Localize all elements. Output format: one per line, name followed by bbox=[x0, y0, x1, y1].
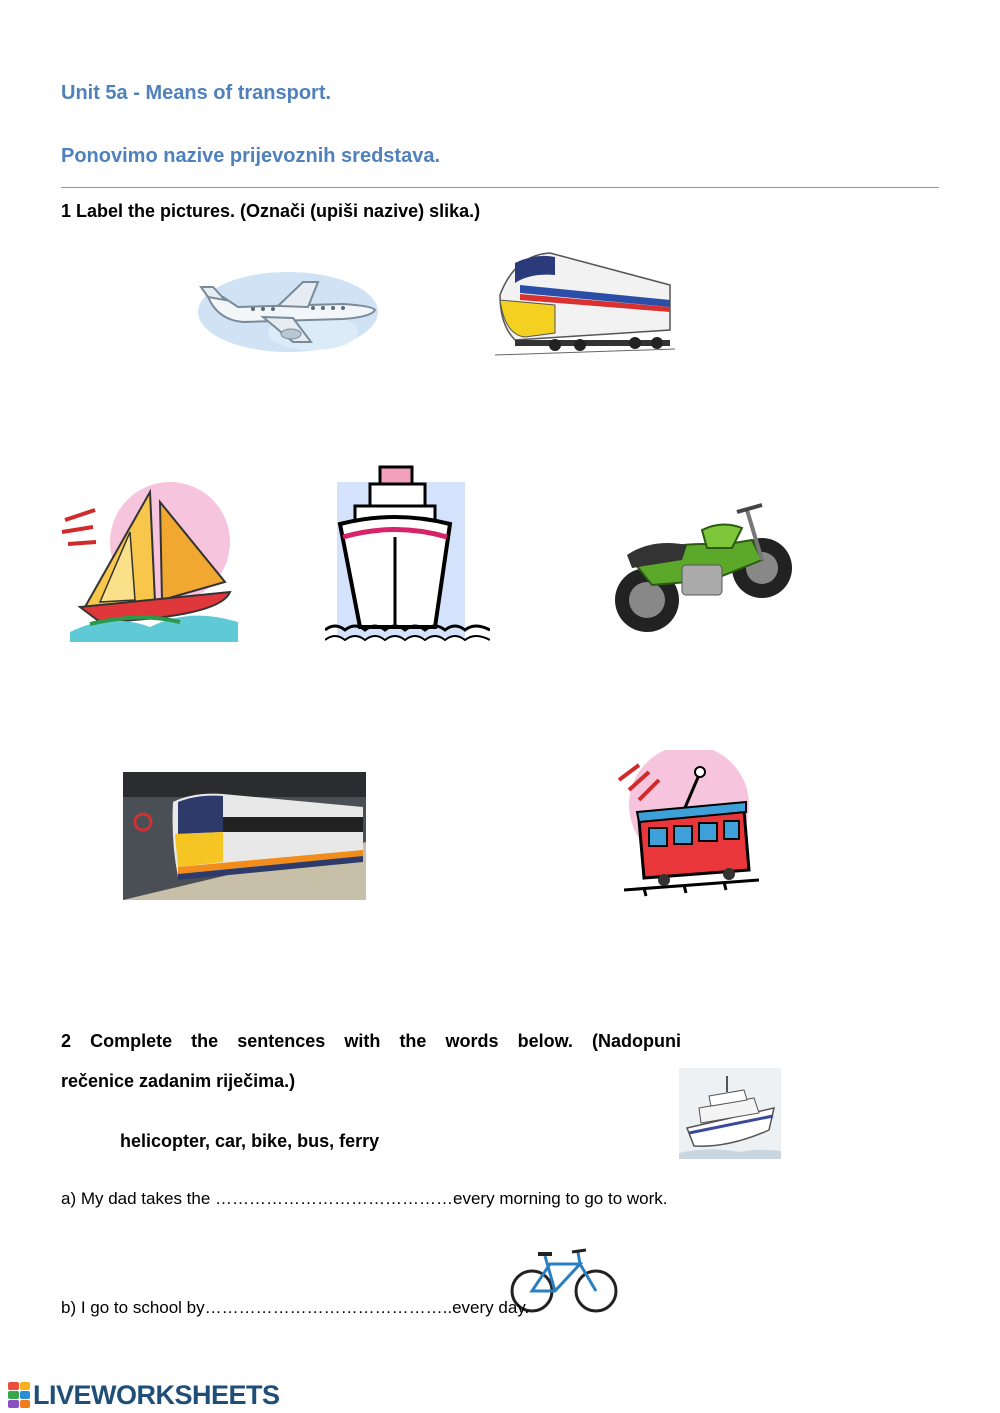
exercise1-instruction: 1 Label the pictures. (Označi (upiši nazive) slika.) bbox=[61, 201, 481, 221]
word-bank: helicopter, car, bike, bus, ferry bbox=[120, 1131, 380, 1151]
logo-mark-icon bbox=[8, 1382, 30, 1408]
ship-icon bbox=[325, 462, 490, 642]
airplane-icon bbox=[193, 262, 383, 357]
exercise2-instruction-line2: rečenice zadanim riječima.) bbox=[61, 1071, 296, 1091]
exercise2-instruction-line1: 2 Complete the sentences with the words below. (Nadopuni bbox=[61, 1031, 681, 1051]
tram-icon bbox=[604, 750, 759, 900]
sentence-b: b) I go to school by……………………………………..every day. bbox=[61, 1298, 530, 1317]
high-speed-train-icon bbox=[495, 245, 675, 360]
motorbike-icon bbox=[612, 500, 797, 640]
page-title: Unit 5a - Means of transport. bbox=[61, 82, 332, 104]
sailboat-icon bbox=[60, 482, 240, 642]
liveworksheets-logo[interactable] bbox=[8, 1380, 280, 1410]
commuter-train-icon bbox=[123, 772, 366, 900]
sentence-a: a) My dad takes the ……………………………………every morning to go to work. bbox=[61, 1189, 668, 1208]
divider bbox=[61, 187, 939, 188]
ferry-icon bbox=[679, 1068, 781, 1159]
page-subtitle: Ponovimo nazive prijevoznih sredstava. bbox=[61, 145, 441, 167]
logo-text: LIVEWORKSHEETS bbox=[33, 1379, 280, 1410]
